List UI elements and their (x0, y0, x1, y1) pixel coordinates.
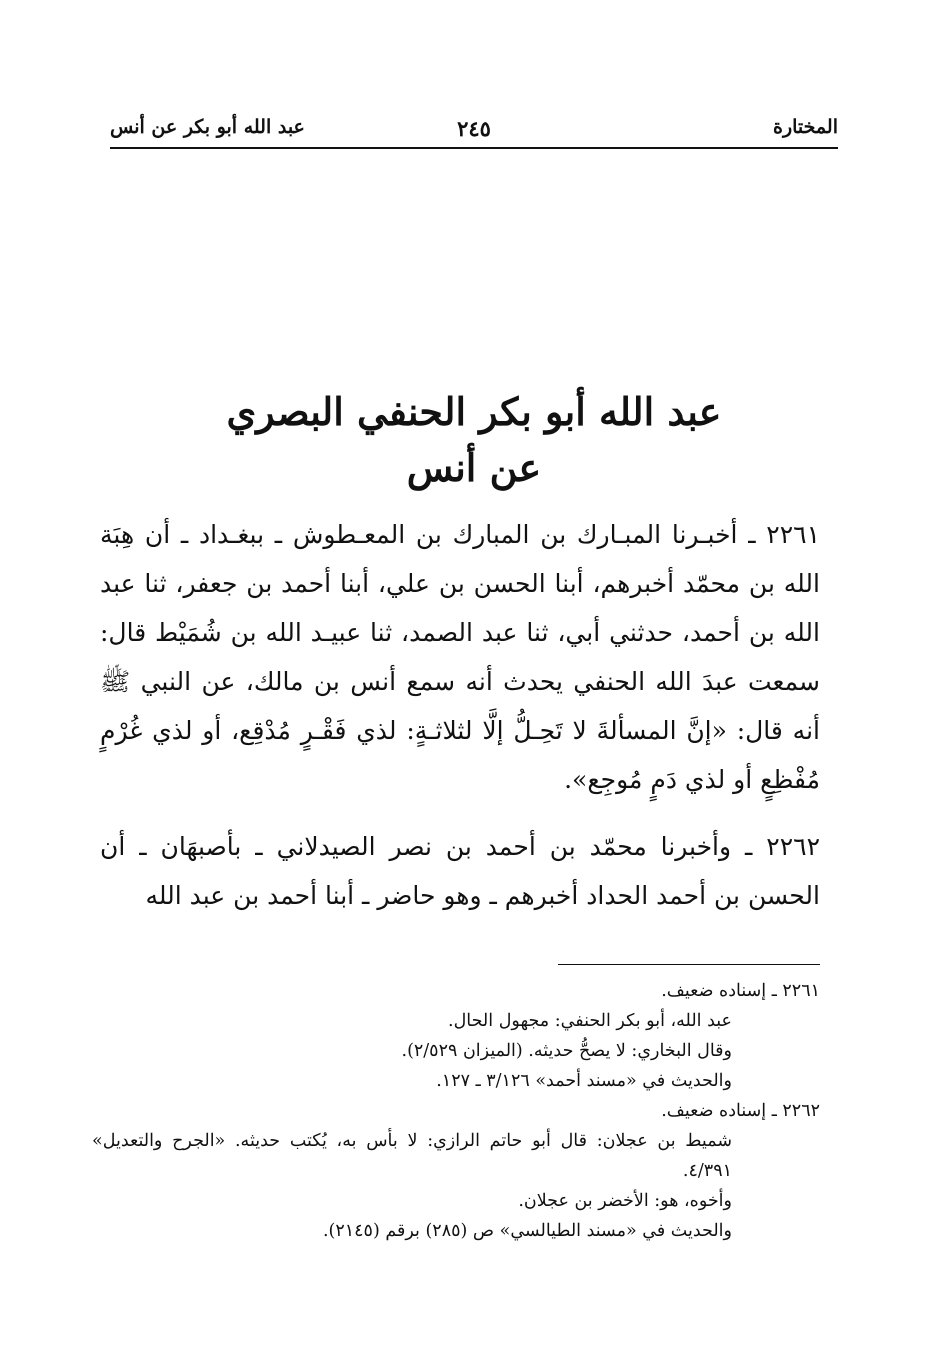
footnote-line: شميط بن عجلان: قال أبو حاتم الرازي: لا بأس به، يُكتب حديثه. «الجرح والتعديل» ٤/٣٩١. (92, 1131, 732, 1181)
footnote-line: والحديث في «مسند الطيالسي» ص (٢٨٥) برقم (٢١٤٥). (322, 1221, 732, 1241)
chapter-subtitle: عن أنس (406, 445, 542, 490)
running-header (110, 116, 838, 144)
footnote-divider (558, 964, 820, 965)
footnote-2261-heading: ٢٢٦١ ـ إسناده ضعيف. (661, 981, 820, 1001)
footnote-line: عبد الله، أبو بكر الحنفي: مجهول الحال. (448, 1011, 732, 1031)
book-title: المختارة (773, 116, 838, 138)
footnote-line: وقال البخاري: لا يصحُّ حديثه. (الميزان ٢/٥٢٩). (401, 1041, 732, 1061)
footnotes (92, 976, 820, 1246)
footnote-2262-heading: ٢٢٦٢ ـ إسناده ضعيف. (661, 1101, 820, 1121)
hadith-2262: ٢٢٦٢ ـ وأخبرنا محمّد بن أحمد بن نصر الصيدلاني ـ بأصبهَان ـ أن الحسن بن أحمد الحداد أخبرهم ـ وهو حاضر ـ أبنا أحمد بن عبد الله (100, 832, 820, 910)
section-title: عبد الله أبو بكر عن أنس (110, 116, 305, 138)
footnote-line: والحديث في «مسند أحمد» ٣/١٢٦ ـ ١٢٧. (436, 1071, 732, 1091)
hadith-2261: ٢٢٦١ ـ أخبـرنا المبـارك بن المبارك بن المعـطوش ـ ببغـداد ـ أن هِبَة الله بن محمّد أخبرهم، أبنا الحسن بن علي، أبنا أحمد بن جعفر، ثنا عبد الله بن أحمد، حدثني أبي، ثنا عبد الصمد، ثنا عبيـد الله بن شُمَيْط قال: سمعت عبدَ الله الحنفي يحدث أنه سمع أنس بن مالك، عن النبي ﷺ أنه قال: «إنَّ المسألةَ لا تَحِـلُّ إلَّا لثلاثـةٍ: لذي فَقْـرٍ مُدْقِع، أو لذي غُرْمٍ مُفْظِعٍ أو لذي دَمٍ مُوجِع». (100, 520, 820, 794)
footnote-line: وأخوه، هو: الأخضر بن عجلان. (518, 1191, 732, 1211)
header-divider (110, 147, 838, 149)
page-number: ٢٤٥ (457, 116, 491, 141)
chapter-title: عبد الله أبو بكر الحنفي البصري (226, 389, 722, 434)
main-text (100, 510, 820, 938)
